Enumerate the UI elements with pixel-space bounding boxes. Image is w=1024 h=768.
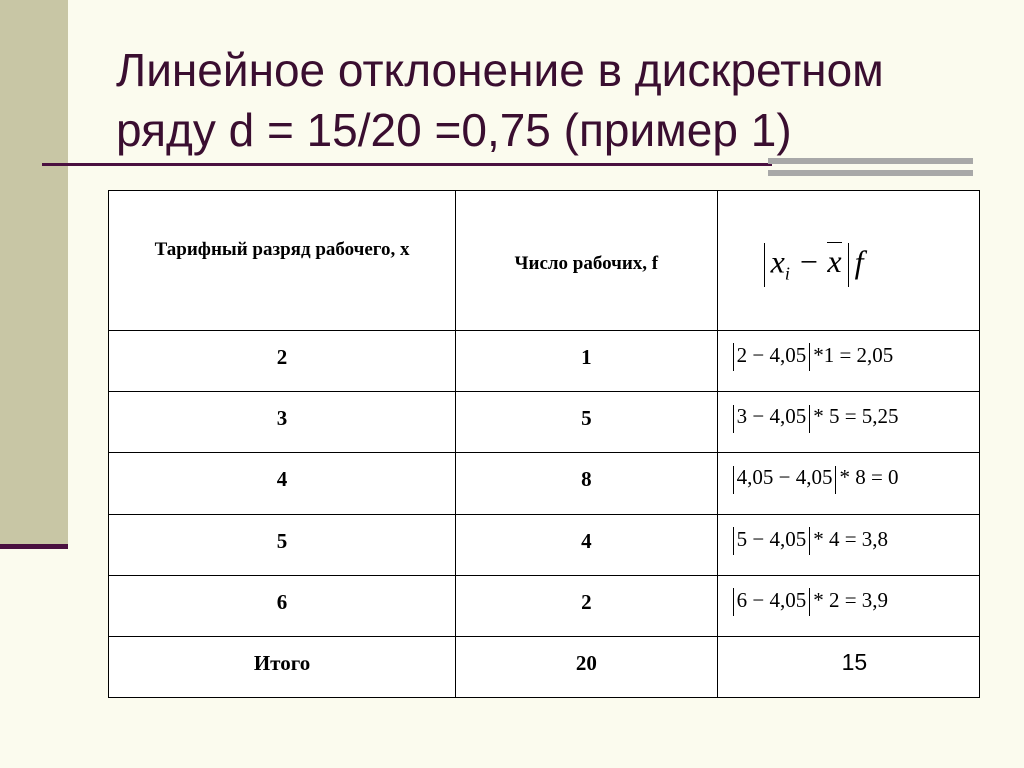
cell-total-sum bbox=[717, 636, 979, 697]
cell-calc bbox=[717, 575, 979, 636]
cell-workers bbox=[456, 453, 718, 514]
table-total-row bbox=[109, 636, 980, 697]
calc-inside: 2 − 4,05 bbox=[736, 343, 807, 368]
header-cell-workers bbox=[456, 191, 718, 331]
cell-grade bbox=[109, 514, 456, 575]
formula-xbar: x bbox=[827, 243, 842, 280]
calc-formula bbox=[730, 343, 979, 371]
grade-value: 5 bbox=[276, 528, 288, 553]
calc-inside: 5 − 4,05 bbox=[736, 526, 807, 551]
calc-formula bbox=[730, 527, 979, 555]
table-row bbox=[109, 392, 980, 453]
calc-formula bbox=[730, 404, 979, 432]
abs-bar-left bbox=[764, 243, 765, 287]
abs-bar-right bbox=[809, 405, 810, 433]
calc-formula bbox=[730, 588, 979, 616]
formula-f: f bbox=[854, 243, 864, 280]
side-decoration-line bbox=[0, 544, 68, 549]
table-row bbox=[109, 575, 980, 636]
grade-value: 2 bbox=[276, 345, 288, 370]
calc-rest: * 5 = 5,25 bbox=[813, 404, 899, 429]
cell-total-workers bbox=[456, 636, 718, 697]
workers-value: 1 bbox=[581, 345, 592, 370]
calc-inside: 6 − 4,05 bbox=[736, 587, 807, 612]
table-row bbox=[109, 331, 980, 392]
header-cell-grade bbox=[109, 191, 456, 331]
deviation-table bbox=[108, 190, 980, 698]
cell-workers bbox=[456, 392, 718, 453]
calc-rest: * 4 = 3,8 bbox=[813, 526, 889, 551]
abs-bar-left bbox=[733, 343, 734, 371]
table-header-row bbox=[109, 191, 980, 331]
title-underline bbox=[42, 163, 772, 166]
abs-bar-right bbox=[809, 588, 810, 616]
abs-bar-right bbox=[848, 243, 849, 287]
header-workers-label: Число рабочих, f bbox=[514, 253, 659, 274]
cell-calc bbox=[717, 331, 979, 392]
workers-value: 2 bbox=[581, 589, 592, 614]
header-formula bbox=[758, 243, 979, 287]
cell-calc bbox=[717, 392, 979, 453]
title-accent-bar bbox=[768, 158, 973, 164]
grade-value: 4 bbox=[276, 467, 288, 492]
formula-sub-i: i bbox=[784, 263, 790, 284]
cell-grade bbox=[109, 392, 456, 453]
abs-bar-right bbox=[835, 466, 836, 494]
grade-value: 6 bbox=[276, 589, 288, 614]
abs-bar-left bbox=[733, 466, 734, 494]
slide-title: Линейное отклонение в дискретном ряду d = 15/20 =0,75 (пример 1) bbox=[116, 44, 884, 156]
abs-bar-right bbox=[809, 527, 810, 555]
cell-workers bbox=[456, 331, 718, 392]
workers-value: 4 bbox=[581, 528, 592, 553]
cell-grade bbox=[109, 331, 456, 392]
header-grade-label: Тарифный разряд рабочего, x bbox=[154, 239, 410, 260]
cell-calc bbox=[717, 453, 979, 514]
total-label: Итого bbox=[253, 650, 311, 675]
calc-inside: 3 − 4,05 bbox=[736, 404, 807, 429]
total-workers-value: 20 bbox=[575, 650, 597, 675]
abs-bar-right bbox=[809, 343, 810, 371]
abs-bar-left bbox=[733, 588, 734, 616]
calc-rest: * 2 = 3,9 bbox=[813, 587, 889, 612]
workers-value: 8 bbox=[581, 467, 592, 492]
workers-value: 5 bbox=[581, 406, 592, 431]
cell-calc bbox=[717, 514, 979, 575]
calc-rest: *1 = 2,05 bbox=[813, 343, 894, 368]
cell-workers bbox=[456, 514, 718, 575]
calc-rest: * 8 = 0 bbox=[839, 465, 899, 490]
grade-value: 3 bbox=[276, 406, 288, 431]
calc-inside: 4,05 − 4,05 bbox=[736, 465, 833, 490]
side-decoration-bar bbox=[0, 0, 68, 545]
table-row bbox=[109, 453, 980, 514]
abs-bar-left bbox=[733, 527, 734, 555]
title-accent-bar-lower bbox=[768, 170, 973, 176]
formula-x: x bbox=[770, 243, 785, 280]
abs-bar-left bbox=[733, 405, 734, 433]
cell-workers bbox=[456, 575, 718, 636]
cell-grade bbox=[109, 575, 456, 636]
header-cell-formula bbox=[717, 191, 979, 331]
table-row bbox=[109, 514, 980, 575]
formula-minus: − bbox=[797, 243, 820, 280]
cell-grade bbox=[109, 453, 456, 514]
total-sum-value: 15 bbox=[841, 648, 868, 675]
cell-total-label bbox=[109, 636, 456, 697]
calc-formula bbox=[730, 465, 979, 493]
